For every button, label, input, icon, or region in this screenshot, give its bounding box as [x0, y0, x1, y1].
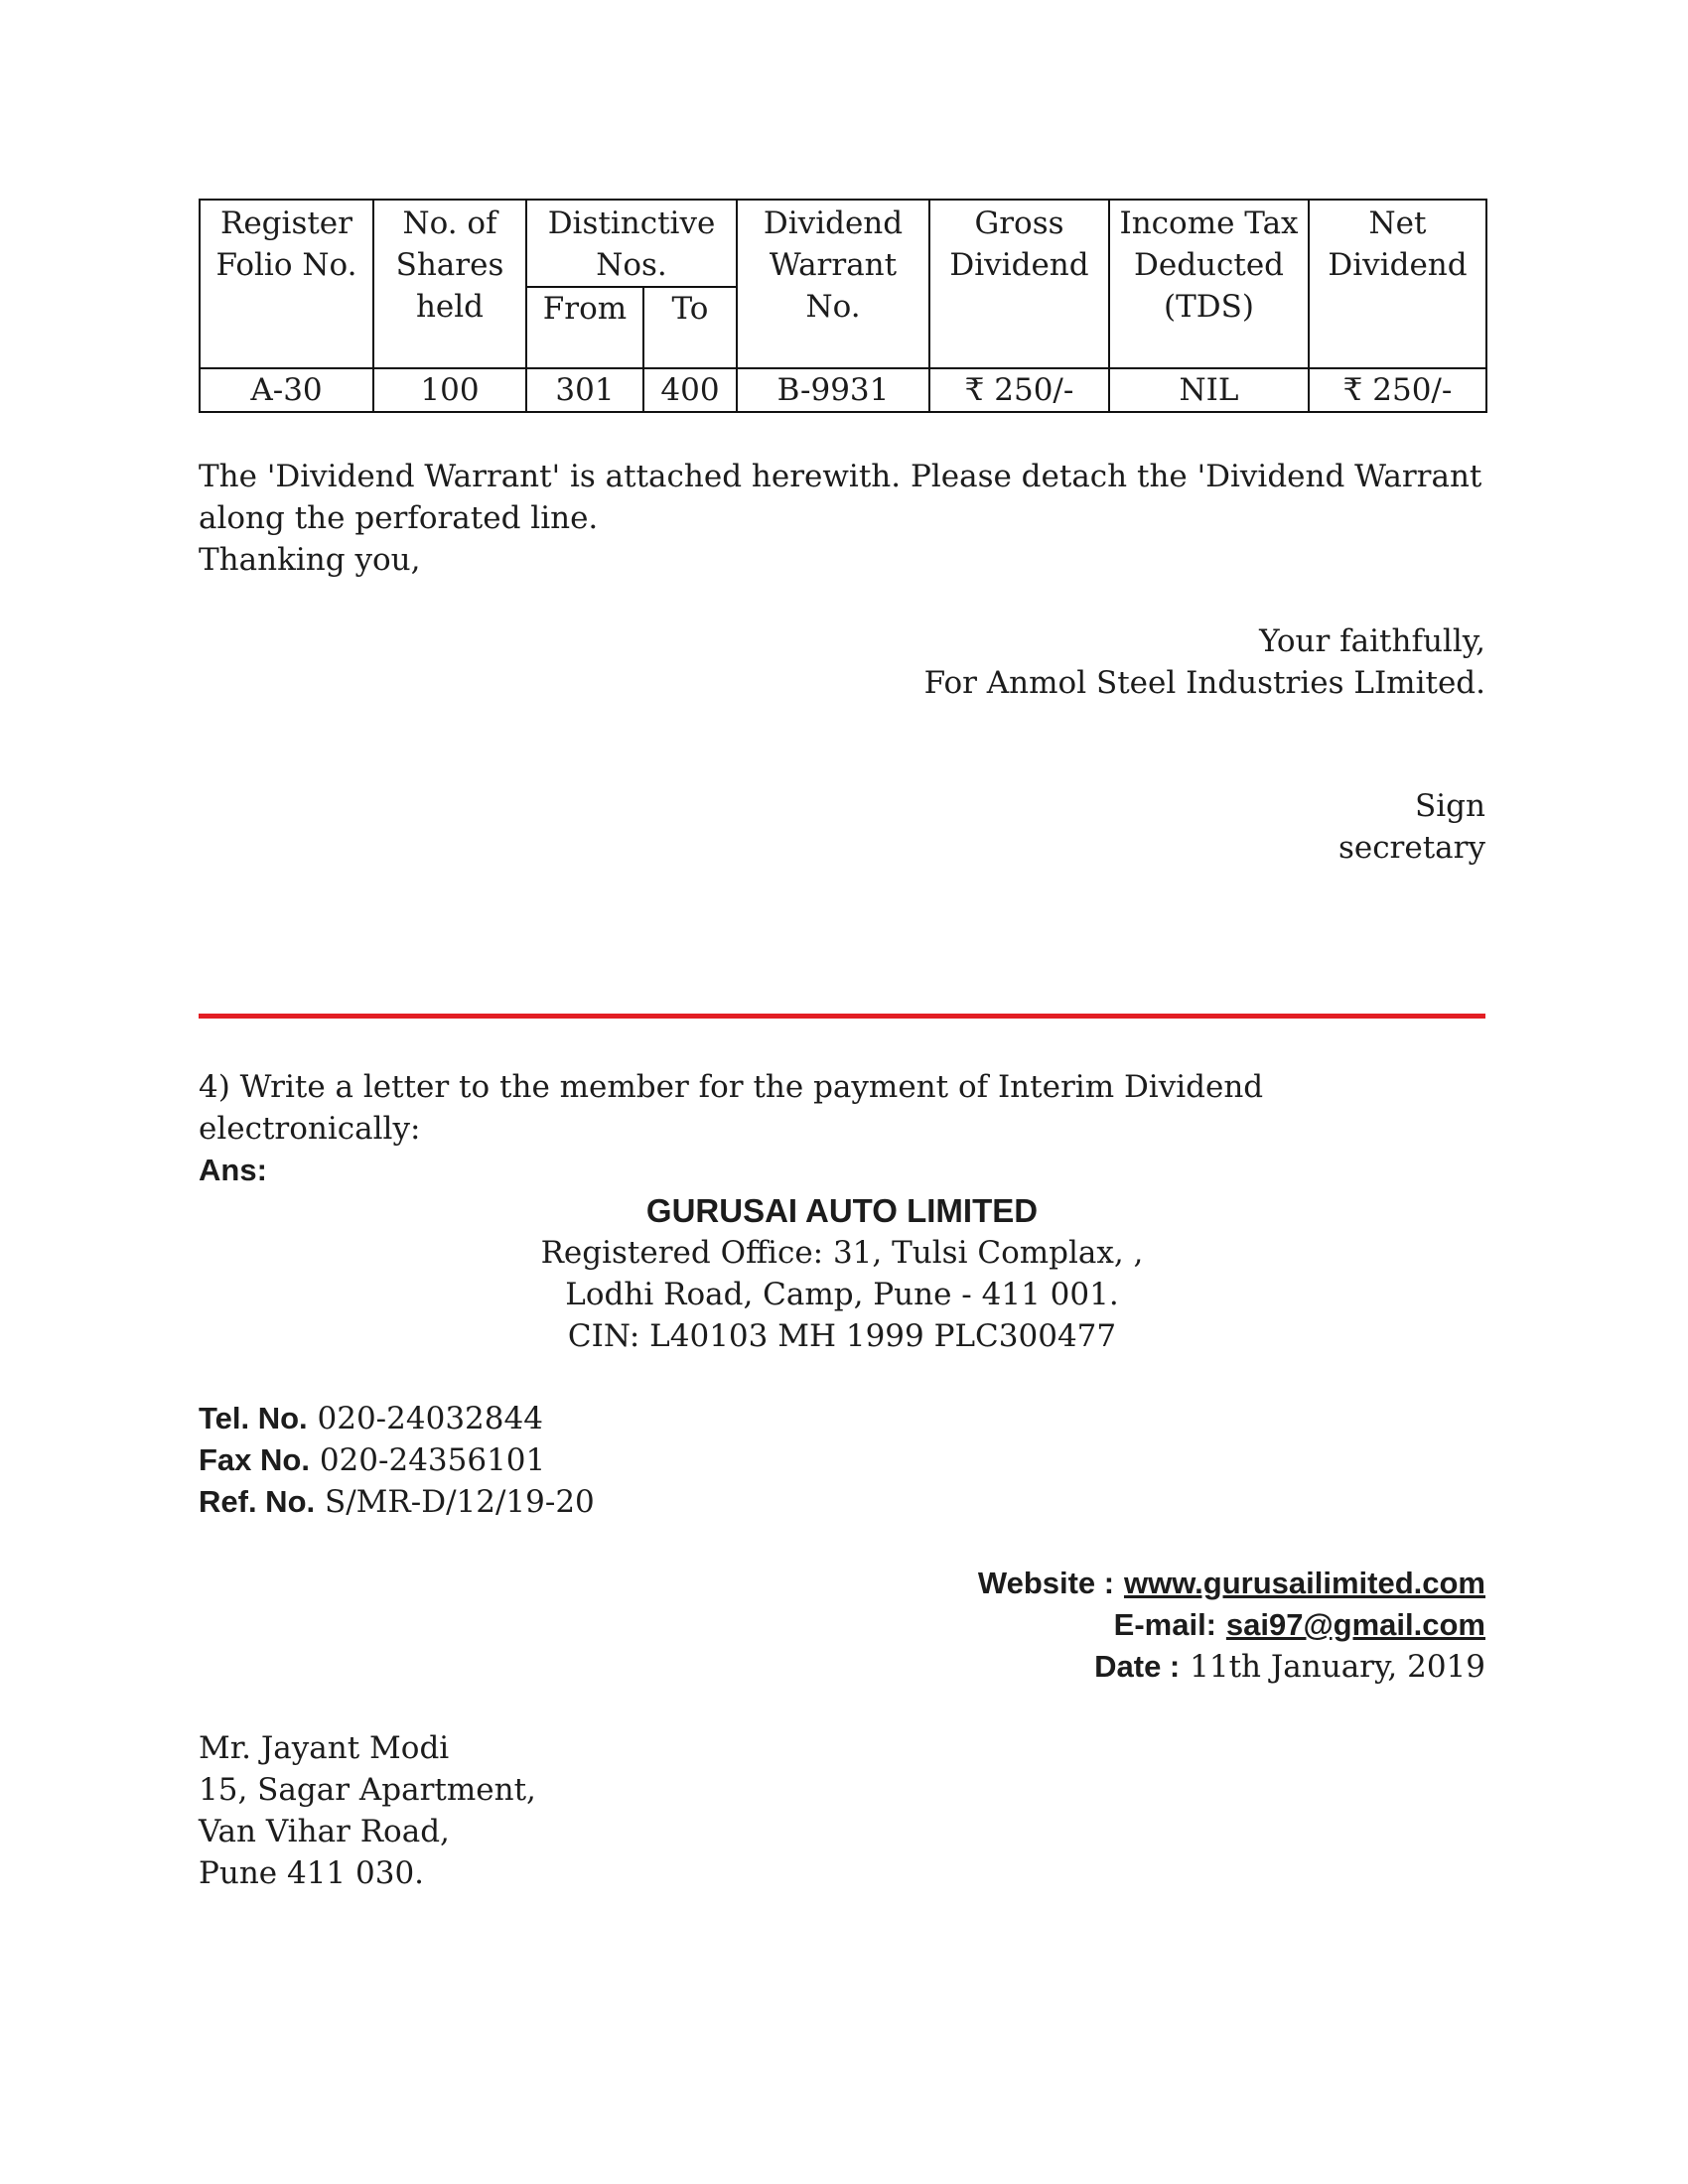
cell-warrant: B-9931 [737, 368, 929, 412]
header-distinctive-nos: Distinctive Nos. [526, 200, 737, 287]
letterhead-address-1: Registered Office: 31, Tulsi Complax, , [540, 1235, 1144, 1271]
ref-value: S/MR-D/12/19-20 [324, 1484, 595, 1520]
recipient-line-2: Van Vihar Road, [199, 1814, 450, 1849]
date-value: 11th January, 2019 [1190, 1649, 1485, 1685]
body-line-1: The 'Dividend Warrant' is attached herewith. Please detach the 'Dividend Warrant [199, 459, 1482, 494]
fax-line [199, 1439, 1485, 1481]
cell-tds: NIL [1109, 368, 1309, 412]
header-from: From [526, 287, 643, 368]
header-gross-dividend: Gross Dividend [929, 200, 1109, 368]
cell-to: 400 [643, 368, 737, 412]
recipient-address [199, 1727, 1485, 1894]
letter-closing [199, 620, 1485, 704]
header-net-dividend: Net Dividend [1309, 200, 1486, 368]
website-line [199, 1563, 1485, 1604]
recipient-name: Mr. Jayant Modi [199, 1730, 450, 1766]
contact-block [199, 1398, 1485, 1523]
website-link[interactable]: www.gurusailimited.com [1123, 1566, 1485, 1600]
cell-net: ₹ 250/- [1309, 368, 1486, 412]
letterhead-address-2: Lodhi Road, Camp, Pune - 411 001. [565, 1277, 1119, 1312]
recipient-line-1: 15, Sagar Apartment, [199, 1772, 536, 1808]
fax-value: 020-24356101 [319, 1442, 546, 1478]
cell-from: 301 [526, 368, 643, 412]
letterhead-cin: CIN: L40103 MH 1999 PLC300477 [567, 1318, 1117, 1354]
cell-shares: 100 [373, 368, 526, 412]
website-label: Website : [977, 1566, 1115, 1600]
table-header-row-1 [200, 200, 1486, 287]
ref-label: Ref. No. [199, 1484, 316, 1519]
email-line [199, 1604, 1485, 1646]
signature-block [199, 785, 1485, 869]
question-block [199, 1066, 1485, 1191]
date-line [199, 1646, 1485, 1688]
section-divider [199, 1014, 1485, 1019]
cell-folio: A-30 [200, 368, 373, 412]
header-income-tax: Income Tax Deducted (TDS) [1109, 200, 1309, 368]
signature-text: Sign [1415, 788, 1485, 824]
tel-label: Tel. No. [199, 1401, 308, 1435]
dividend-table [199, 199, 1487, 413]
company-name: GURUSAI AUTO LIMITED [645, 1192, 1039, 1229]
tel-line [199, 1398, 1485, 1439]
letterhead [199, 1190, 1485, 1357]
header-dividend-warrant: Dividend Warrant No. [737, 200, 929, 368]
letter-body [199, 456, 1485, 581]
thanking-line: Thanking you, [199, 542, 421, 578]
answer-label: Ans: [199, 1153, 267, 1187]
cell-gross: ₹ 250/- [929, 368, 1109, 412]
body-line-2: along the perforated line. [199, 500, 599, 536]
question-text: 4) Write a letter to the member for the payment of Interim Dividend electronically: [199, 1069, 1264, 1147]
header-register-folio: Register Folio No. [200, 200, 373, 368]
email-label: E-mail: [1113, 1607, 1217, 1642]
signature-designation: secretary [1337, 830, 1485, 866]
fax-label: Fax No. [199, 1442, 310, 1477]
closing-salutation: Your faithfully, [1259, 623, 1485, 659]
web-contact-block [199, 1563, 1485, 1688]
recipient-line-3: Pune 411 030. [199, 1855, 425, 1891]
table-row [200, 368, 1486, 412]
header-shares-held: No. of Shares held [373, 200, 526, 368]
date-label: Date : [1094, 1649, 1181, 1684]
header-to: To [643, 287, 737, 368]
ref-line [199, 1481, 1485, 1523]
tel-value: 020-24032844 [317, 1401, 543, 1436]
closing-company: For Anmol Steel Industries LImited. [923, 665, 1485, 701]
email-link[interactable]: sai97@gmail.com [1225, 1607, 1485, 1642]
